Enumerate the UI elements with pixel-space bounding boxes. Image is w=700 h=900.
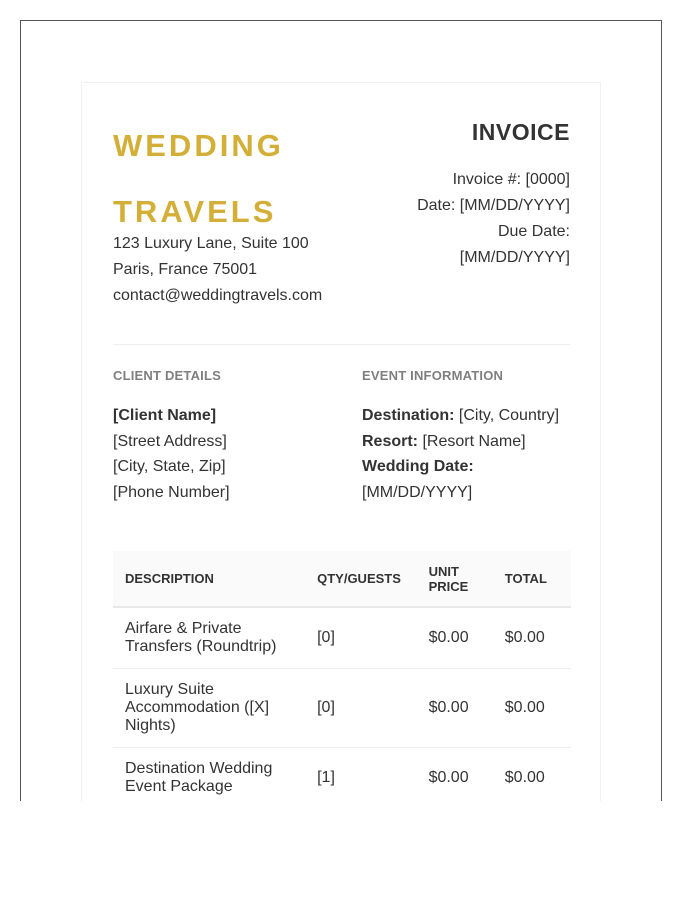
event-resort bbox=[362, 429, 577, 455]
resort-value: [Resort Name] bbox=[418, 432, 526, 450]
company-name: WEDDING TRAVELS bbox=[113, 128, 284, 229]
row-total: $0.00 bbox=[493, 748, 571, 802]
invoice-due-value: [MM/DD/YYYY] bbox=[459, 249, 570, 266]
client-details-heading: CLIENT DETAILS bbox=[113, 368, 221, 383]
row-description: Destination Wedding Event Package bbox=[113, 748, 305, 802]
client-city: [City, State, Zip] bbox=[113, 458, 226, 475]
row-qty: [0] bbox=[305, 607, 416, 669]
row-total: $0.00 bbox=[493, 607, 571, 669]
row-description: Luxury Suite Accommodation ([X] Nights) bbox=[113, 669, 305, 748]
table-row bbox=[113, 748, 571, 802]
section-divider bbox=[113, 344, 570, 345]
invoice-sheet bbox=[81, 82, 601, 801]
client-details bbox=[113, 403, 230, 505]
wedding-date-label: Wedding Date: bbox=[362, 458, 474, 475]
company-address bbox=[113, 231, 322, 309]
header-total: TOTAL bbox=[493, 551, 571, 607]
line-items-table bbox=[113, 551, 571, 801]
resort-label: Resort: bbox=[362, 432, 419, 450]
table-row bbox=[113, 607, 571, 669]
table-header bbox=[113, 551, 571, 607]
row-unit-price: $0.00 bbox=[417, 607, 493, 669]
company-address-line1: 123 Luxury Lane, Suite 100 bbox=[113, 235, 309, 252]
event-information bbox=[362, 403, 577, 505]
row-total: $0.00 bbox=[493, 669, 571, 748]
header-qty: QTY/GUESTS bbox=[305, 551, 416, 607]
invoice-date: Date: [MM/DD/YYYY] bbox=[417, 197, 570, 214]
company-email: contact@weddingtravels.com bbox=[113, 287, 323, 304]
row-qty: [0] bbox=[305, 669, 416, 748]
wedding-date-value: [MM/DD/YYYY] bbox=[362, 483, 473, 501]
destination-label: Destination: bbox=[362, 407, 455, 424]
event-destination bbox=[362, 403, 577, 429]
invoice-title: INVOICE bbox=[471, 119, 570, 145]
row-qty: [1] bbox=[305, 748, 416, 802]
header-unit-price: UNIT PRICE bbox=[417, 551, 493, 607]
client-phone: [Phone Number] bbox=[113, 483, 230, 501]
destination-value: [City, Country] bbox=[454, 407, 560, 424]
invoice-number: Invoice #: [0000] bbox=[452, 171, 570, 188]
header-description: DESCRIPTION bbox=[113, 551, 305, 607]
client-street: [Street Address] bbox=[113, 432, 227, 450]
invoice-meta bbox=[390, 167, 570, 271]
row-description: Airfare & Private Transfers (Roundtrip) bbox=[113, 607, 305, 669]
client-name: [Client Name] bbox=[113, 407, 217, 424]
table-row bbox=[113, 669, 571, 748]
row-unit-price: $0.00 bbox=[417, 669, 493, 748]
row-unit-price: $0.00 bbox=[417, 748, 493, 802]
document-viewport bbox=[20, 20, 662, 801]
invoice-due-label: Due Date: bbox=[497, 223, 570, 240]
event-information-heading: EVENT INFORMATION bbox=[362, 368, 504, 383]
company-address-line2: Paris, France 75001 bbox=[113, 261, 258, 278]
